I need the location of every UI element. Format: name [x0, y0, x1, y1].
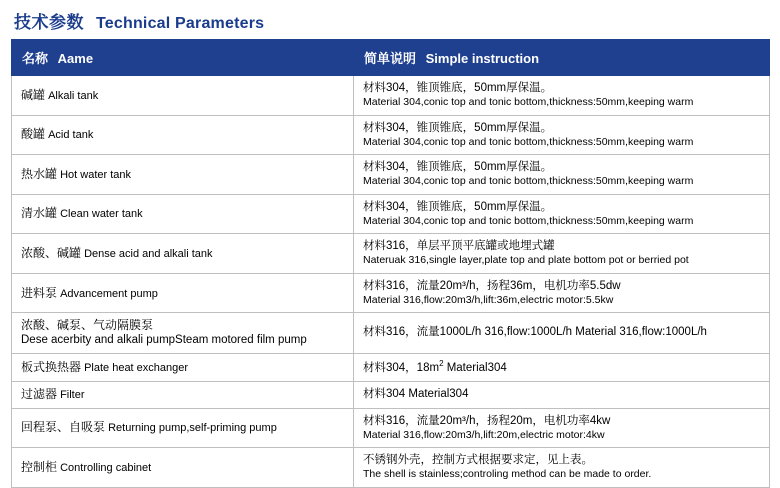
- page-title-cn: 技术参数: [14, 13, 84, 32]
- row-description: [354, 313, 770, 353]
- row-description-en: Material 304,conic top and tonic bottom,thickness:50mm,keeping warm: [363, 214, 694, 227]
- row-description-cn: 材料316，流量20m³/h，扬程20m，电机功率4kw: [363, 414, 611, 427]
- row-description: [354, 115, 770, 155]
- row-description-en: The shell is stainless;controling method can be made to order.: [363, 468, 652, 481]
- table-row: [12, 155, 770, 195]
- row-name-cn: 控制柜: [21, 459, 58, 474]
- row-description-cn: 材料304，锥顶锥底，50mm厚保温。: [363, 200, 553, 213]
- row-name-en: Alkali tank: [48, 89, 99, 102]
- table-row: [12, 408, 770, 448]
- row-name-en: Dese acerbity and alkali pumpSteam motored film pump: [21, 334, 307, 347]
- row-description-text: 材料304 Material304: [363, 388, 469, 401]
- row-description-cn: 不锈钢外壳，控制方式根据要求定，见上表。: [363, 454, 593, 467]
- row-name: [12, 382, 354, 409]
- page-title: [0, 0, 780, 39]
- row-name: [12, 448, 354, 488]
- table-row: [12, 273, 770, 313]
- row-name-en: Plate heat exchanger: [84, 361, 189, 374]
- row-name-en: Controlling cabinet: [60, 461, 152, 474]
- column-header-name: [12, 40, 354, 76]
- row-description-superscript: 2: [439, 358, 444, 368]
- row-description-prefix: 材料304，18m: [363, 361, 440, 374]
- row-name-cn: 进料泵: [21, 285, 58, 300]
- column-header-name-en: Aame: [57, 51, 94, 66]
- row-description-en: Material 304,conic top and tonic bottom,thickness:50mm,keeping warm: [363, 175, 694, 188]
- table-row: [12, 313, 770, 353]
- row-description: [354, 194, 770, 234]
- row-name-cn: 浓酸、碱罐: [21, 245, 82, 260]
- row-name-en: Advancement pump: [60, 287, 158, 300]
- table-row: [12, 194, 770, 234]
- row-name-cn: 清水罐: [21, 206, 58, 221]
- row-name-en: Filter: [60, 389, 85, 402]
- row-description: [354, 408, 770, 448]
- row-description: [354, 273, 770, 313]
- row-description: [354, 382, 770, 409]
- row-description: [354, 155, 770, 195]
- row-name-en: Clean water tank: [60, 208, 143, 221]
- row-description-cn: 材料316，单层平顶平底罐或地埋式罐: [363, 240, 555, 253]
- row-name: [12, 115, 354, 155]
- row-description: [354, 234, 770, 274]
- row-description-en: Nateruak 316,single layer,plate top and plate bottom pot or berried pot: [363, 254, 689, 267]
- row-name: [12, 76, 354, 116]
- row-description-cn: 材料304，锥顶锥底，50mm厚保温。: [363, 121, 553, 134]
- row-name-en: Acid tank: [48, 129, 94, 142]
- row-name-cn: 碱罐: [21, 87, 46, 102]
- row-name-en: Dense acid and alkali tank: [84, 247, 213, 260]
- row-name: [12, 353, 354, 381]
- row-name: [12, 408, 354, 448]
- table-header-row: [12, 40, 770, 76]
- row-name-cn: 浓酸、碱泵、气动隔膜泵: [21, 318, 154, 333]
- column-header-name-cn: 名称: [22, 51, 49, 66]
- column-header-description-cn: 简单说明: [364, 51, 417, 66]
- row-name: [12, 155, 354, 195]
- row-name-cn: 回程泵、自吸泵: [21, 420, 106, 435]
- row-description-text: [363, 359, 760, 376]
- table-row: [12, 353, 770, 381]
- row-description: [354, 76, 770, 116]
- table-row: [12, 382, 770, 409]
- row-name-cn: 过滤器: [21, 387, 58, 402]
- page-title-en: Technical Parameters: [96, 15, 265, 32]
- row-name-cn: 热水罐: [21, 166, 58, 181]
- row-name-en: Returning pump,self-priming pump: [108, 422, 277, 435]
- table-row: [12, 115, 770, 155]
- row-description: [354, 448, 770, 488]
- table-row: [12, 76, 770, 116]
- row-description-suffix: Material304: [443, 361, 507, 374]
- row-description-en: Material 316,flow:20m3/h,lift:20m,electric motor:4kw: [363, 428, 605, 441]
- row-name-en: Hot water tank: [60, 168, 131, 181]
- row-description-cn: 材料316，流量20m³/h，扬程36m，电机功率5.5dw: [363, 279, 621, 292]
- column-header-description: [354, 40, 770, 76]
- table-row: [12, 448, 770, 488]
- row-description-text: 材料316，流量1000L/h 316,flow:1000L/h Material 316,flow:1000L/h: [363, 326, 707, 339]
- row-name: [12, 273, 354, 313]
- row-name: [12, 234, 354, 274]
- row-description-en: Material 304,conic top and tonic bottom,thickness:50mm,keeping warm: [363, 135, 694, 148]
- row-description-en: Material 316,flow:20m3/h,lift:36m,electric motor:5.5kw: [363, 293, 614, 306]
- row-description-cn: 材料304，锥顶锥底，50mm厚保温。: [363, 82, 553, 94]
- table-row: [12, 234, 770, 274]
- column-header-description-en: Simple instruction: [425, 51, 540, 66]
- row-name: [12, 313, 354, 353]
- row-description-en: Material 304,conic top and tonic bottom,thickness:50mm,keeping warm: [363, 95, 694, 108]
- row-name-cn: 酸罐: [21, 127, 46, 142]
- technical-parameters-table: [11, 39, 770, 488]
- row-name-cn: 板式换热器: [21, 359, 82, 374]
- row-description-cn: 材料304，锥顶锥底，50mm厚保温。: [363, 161, 553, 174]
- row-description: [354, 353, 770, 381]
- row-name: [12, 194, 354, 234]
